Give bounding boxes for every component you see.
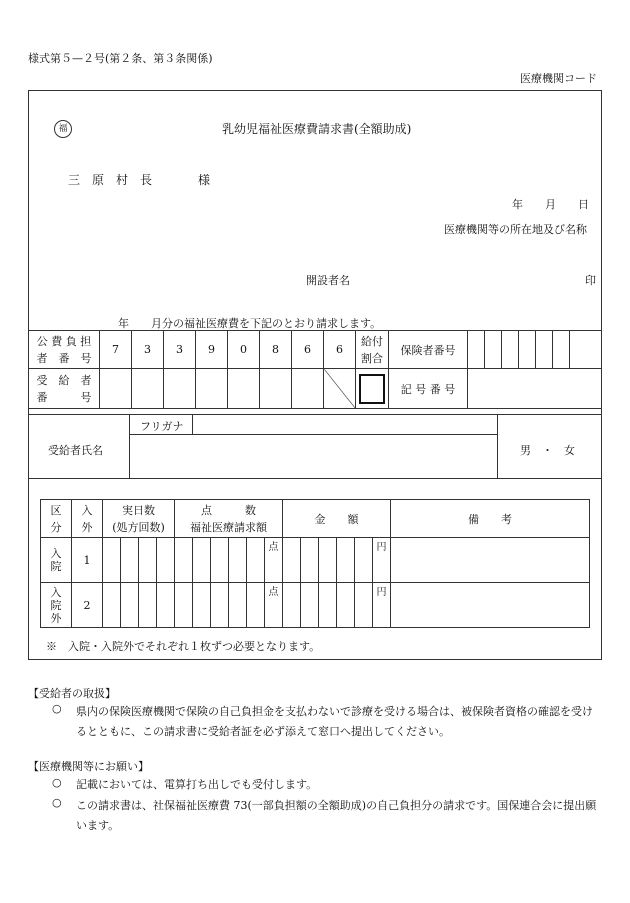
institution-instruction: 記載においては、電算打ち出しでも受付します。 — [76, 778, 318, 791]
addressee: 三 原 村 長 — [68, 173, 153, 187]
date-field[interactable]: 年 月 日 — [512, 198, 589, 211]
detail-table — [40, 499, 590, 628]
amount-digit[interactable] — [301, 538, 319, 583]
insurer-digit[interactable] — [553, 331, 570, 369]
amount-digit[interactable] — [283, 538, 301, 583]
gender-selector[interactable]: 男 ・ 女 — [520, 444, 575, 457]
institution-heading: 【医療機関等にお願い】 — [28, 760, 149, 773]
points-digit[interactable] — [175, 583, 193, 628]
bullet-icon: ○ — [52, 702, 62, 715]
days-digit[interactable] — [157, 538, 175, 583]
amount-digit[interactable] — [337, 538, 355, 583]
insurer-digit[interactable] — [502, 331, 519, 369]
yen-unit: 円 — [373, 538, 391, 583]
points-digit[interactable] — [211, 583, 229, 628]
insurer-number-label: 保険者番号 — [389, 331, 468, 369]
days-digit[interactable] — [121, 538, 139, 583]
furigana-label-divider — [192, 414, 193, 434]
recipient-digit[interactable] — [132, 369, 164, 409]
recipient-digit[interactable] — [292, 369, 324, 409]
days-digit[interactable] — [103, 538, 121, 583]
insurer-digit[interactable] — [570, 331, 602, 369]
col-remarks: 備 考 — [391, 500, 590, 538]
furigana-divider — [129, 434, 498, 435]
recipient-digit[interactable] — [164, 369, 196, 409]
recipient-heading: 【受給者の取扱】 — [28, 687, 116, 700]
days-digit[interactable] — [157, 583, 175, 628]
recipient-number-label: 受 給 者 番 号 — [29, 369, 100, 409]
recipient-name-field[interactable] — [138, 438, 488, 474]
remarks-field[interactable] — [391, 583, 590, 628]
amount-digit[interactable] — [355, 538, 373, 583]
addressee-suffix: 様 — [198, 173, 211, 187]
points-digit[interactable] — [193, 583, 211, 628]
recipient-instruction: 県内の保険医療機関で保険の自己負担金を支払わないで診療を受ける場合は、被保険者資格の確認を受けるとともに、この請求書に受給者証を必ず添えて窓口へ提出してください。 — [76, 705, 593, 738]
recipient-digit[interactable] — [196, 369, 228, 409]
insurer-digit[interactable] — [485, 331, 502, 369]
payer-digit: 6 — [324, 331, 356, 369]
row-code: 2 — [72, 583, 103, 628]
furigana-field[interactable] — [198, 416, 488, 432]
amount-digit[interactable] — [355, 583, 373, 628]
benefit-ratio-box[interactable] — [356, 369, 389, 409]
days-digit[interactable] — [121, 583, 139, 628]
point-unit: 点 — [265, 538, 283, 583]
payer-label: 公 費 負 担 者 番 号 — [29, 331, 100, 369]
name-divider — [129, 414, 130, 478]
payer-digit: 3 — [164, 331, 196, 369]
insurer-digit[interactable] — [468, 331, 485, 369]
row-code: 1 — [72, 538, 103, 583]
amount-digit[interactable] — [283, 583, 301, 628]
days-digit[interactable] — [139, 583, 157, 628]
recipient-name-section — [28, 414, 602, 479]
symbol-number-label: 記 号 番 号 — [389, 369, 468, 409]
symbol-number-field[interactable] — [468, 369, 602, 409]
amount-digit[interactable] — [337, 583, 355, 628]
info-table — [28, 330, 602, 409]
insurer-digit[interactable] — [536, 331, 553, 369]
institution-label: 医療機関等の所在地及び名称 — [444, 223, 587, 236]
amount-digit[interactable] — [301, 583, 319, 628]
col-days: 実日数 (処方回数) — [103, 500, 175, 538]
furigana-label: フリガナ — [140, 420, 184, 433]
bullet-icon: ○ — [52, 776, 62, 789]
days-digit[interactable] — [139, 538, 157, 583]
recipient-name-label: 受給者氏名 — [48, 444, 103, 457]
recipient-digit-struck — [324, 369, 356, 409]
points-digit[interactable] — [193, 538, 211, 583]
col-amount: 金 額 — [283, 500, 391, 538]
row-kubun: 入 院 外 — [41, 583, 72, 628]
recipient-digit[interactable] — [260, 369, 292, 409]
points-digit[interactable] — [175, 538, 193, 583]
insurer-digit[interactable] — [519, 331, 536, 369]
payer-digit: 9 — [196, 331, 228, 369]
col-nyugai: 入 外 — [72, 500, 103, 538]
points-digit[interactable] — [229, 538, 247, 583]
founder-label: 開設者名 — [306, 274, 350, 287]
points-digit[interactable] — [211, 538, 229, 583]
col-kubun: 区 分 — [41, 500, 72, 538]
form-title: 乳幼児福祉医療費請求書(全額助成) — [222, 122, 412, 136]
payer-digit: 3 — [132, 331, 164, 369]
point-unit: 点 — [265, 583, 283, 628]
payer-digit: 0 — [228, 331, 260, 369]
payer-digit: 6 — [292, 331, 324, 369]
points-digit[interactable] — [229, 583, 247, 628]
form-number: 様式第５—２号(第２条、第３条関係) — [28, 52, 213, 65]
stamp-mark: 印 — [585, 274, 596, 287]
payer-digit: 8 — [260, 331, 292, 369]
amount-digit[interactable] — [319, 538, 337, 583]
row-kubun: 入 院 — [41, 538, 72, 583]
detail-note: ※ 入院・入院外でそれぞれ１枚ずつ必要となります。 — [46, 640, 321, 653]
points-digit[interactable] — [247, 583, 265, 628]
payer-digit: 7 — [100, 331, 132, 369]
recipient-digit[interactable] — [100, 369, 132, 409]
welfare-seal-icon: 福 — [54, 120, 72, 138]
bullet-icon: ○ — [52, 796, 62, 809]
col-points: 点 数 福祉医療請求額 — [175, 500, 283, 538]
days-digit[interactable] — [103, 583, 121, 628]
medical-code-label: 医療機関コード — [520, 72, 597, 85]
request-sentence: 年 月分の福祉医療費を下記のとおり請求します。 — [118, 317, 382, 330]
points-digit[interactable] — [247, 538, 265, 583]
recipient-digit[interactable] — [228, 369, 260, 409]
gender-divider — [497, 414, 498, 478]
yen-unit: 円 — [373, 583, 391, 628]
institution-instruction: この請求書は、社保福祉医療費 73(一部負担額の全額助成)の自己負担分の請求です。国保連合会に提出願います。 — [76, 799, 597, 832]
benefit-ratio-label: 給付 割合 — [356, 331, 389, 369]
amount-digit[interactable] — [319, 583, 337, 628]
remarks-field[interactable] — [391, 538, 590, 583]
